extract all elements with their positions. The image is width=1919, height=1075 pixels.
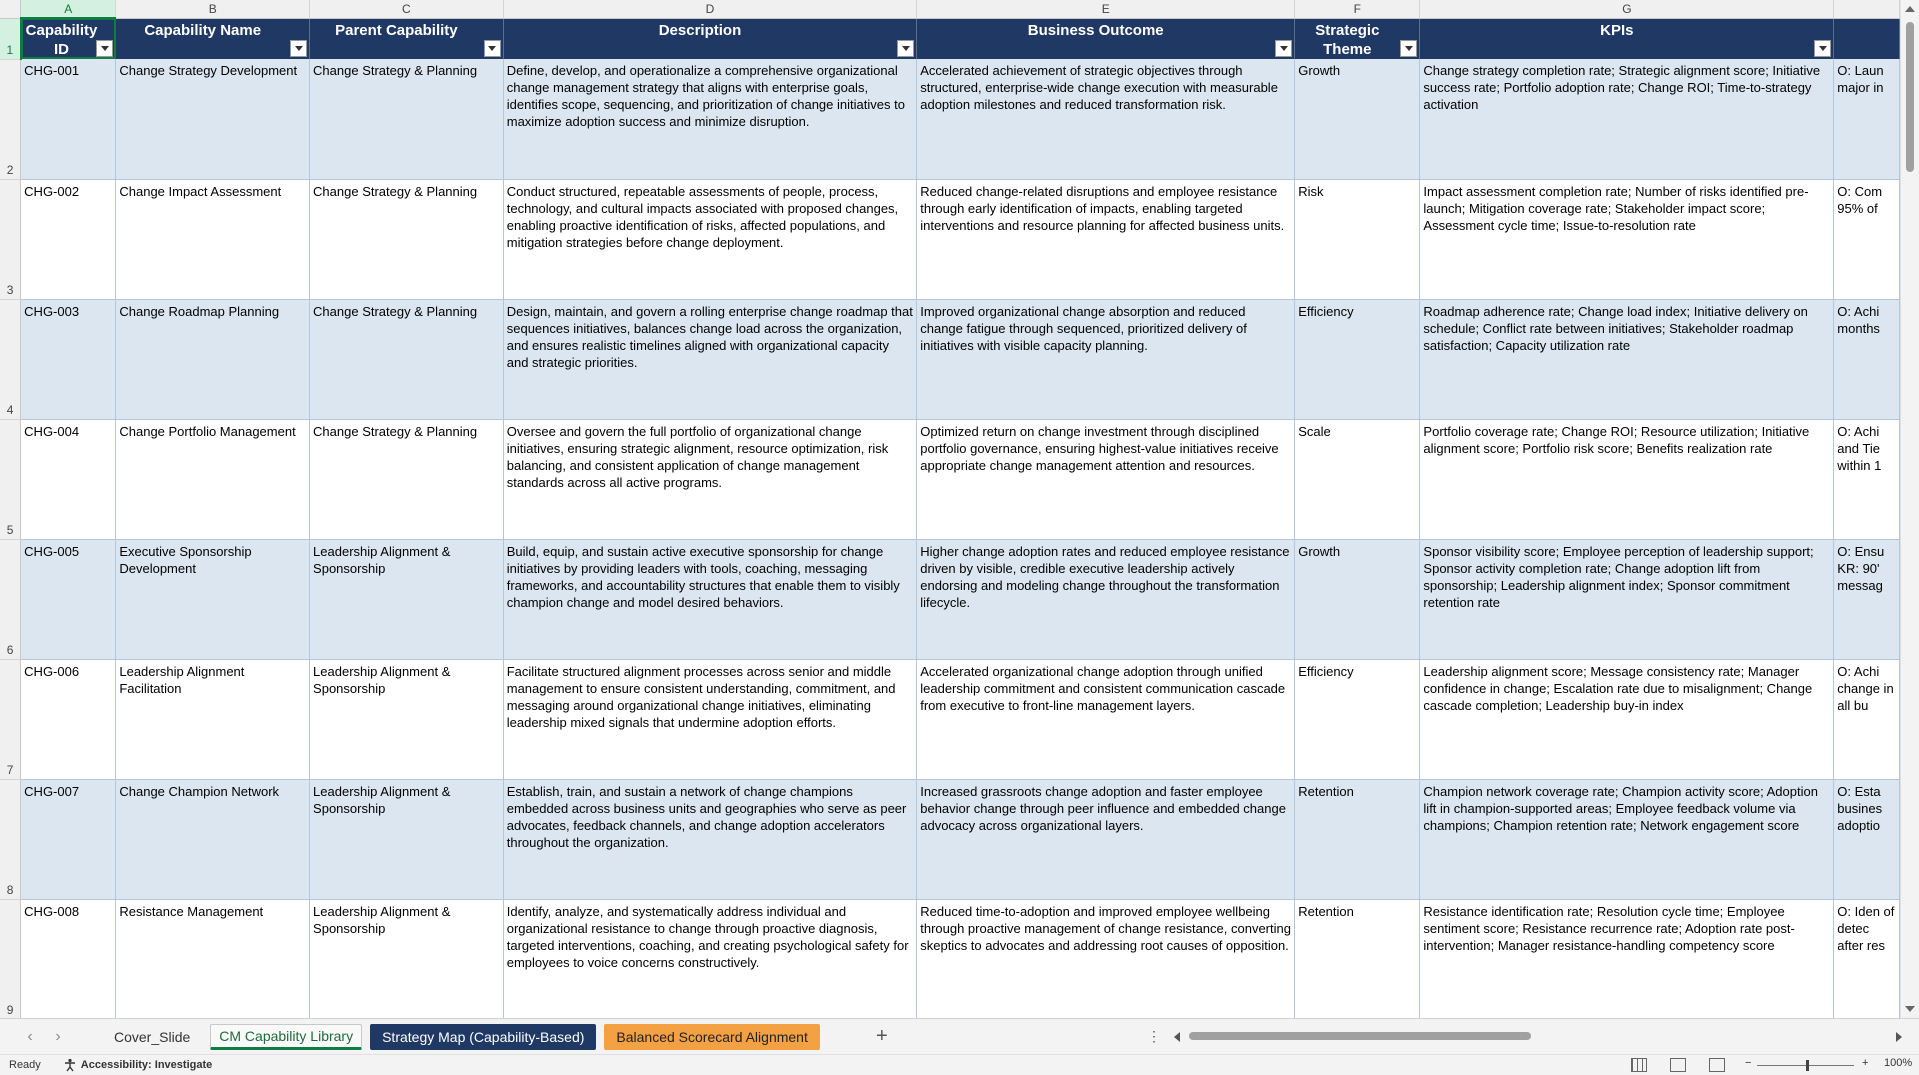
cell-parent-capability[interactable]: Leadership Alignment & Sponsorship	[310, 779, 504, 899]
zoom-level[interactable]: 100%	[1884, 1057, 1913, 1069]
header-cell-capability-name[interactable]	[116, 18, 310, 59]
sheet-tab-cm-capability-library[interactable]: CM Capability Library	[210, 1024, 362, 1050]
cell-kpis[interactable]: Portfolio coverage rate; Change ROI; Resource utilization; Initiative alignment score; Portfolio risk score; Benefits realization rate	[1420, 419, 1834, 539]
row-header[interactable]: 8	[0, 779, 21, 899]
cell-okr[interactable]: O: Laun major in	[1834, 59, 1900, 179]
cell-capability-name[interactable]: Change Champion Network	[116, 779, 310, 899]
cell-capability-name[interactable]: Executive Sponsorship Development	[116, 539, 310, 659]
cell-kpis[interactable]: Sponsor visibility score; Employee perception of leadership support; Sponsor activity completion rate; Change adoption lift from sponsorship; Leadership alignment index; Sponsor commitment retention rate	[1420, 539, 1834, 659]
header-cell-description[interactable]	[503, 18, 917, 59]
vertical-scroll-thumb[interactable]	[1906, 22, 1914, 172]
next-sheet-arrow-icon[interactable]: ›	[55, 1027, 61, 1045]
cell-business-outcome[interactable]: Increased grassroots change adoption and faster employee behavior change through peer influence and embedded change advocacy across organizational layers.	[917, 779, 1295, 899]
scroll-down-arrow-icon[interactable]	[1905, 1006, 1915, 1012]
zoom-out-button[interactable]: −	[1745, 1057, 1752, 1069]
cell-capability-id[interactable]: CHG-002	[21, 179, 116, 299]
sheet-tab-strategy-map[interactable]: Strategy Map (Capability-Based)	[370, 1024, 596, 1050]
cell-okr[interactable]: O: Esta busines adoptio	[1834, 779, 1900, 899]
filter-dropdown-icon[interactable]	[1400, 40, 1417, 57]
sheet-tab-balanced-scorecard[interactable]: Balanced Scorecard Alignment	[604, 1024, 819, 1050]
add-sheet-button[interactable]: +	[876, 1025, 888, 1047]
header-cell-kpis[interactable]	[1420, 18, 1834, 59]
cell-description[interactable]: Design, maintain, and govern a rolling enterprise change roadmap that sequences initiatives, balances change load across the organization, and ensures realistic timelines aligned with organizational capacity and strategic priorities.	[503, 299, 917, 419]
horizontal-scroll-thumb[interactable]	[1189, 1032, 1531, 1040]
sheet-tab-cover-slide[interactable]: Cover_Slide	[114, 1028, 191, 1045]
cell-okr[interactable]: O: Achi and Tie within 1	[1834, 419, 1900, 539]
row-header[interactable]: 9	[0, 899, 21, 1018]
header-label: Strategic Theme	[1315, 21, 1380, 58]
cell-kpis[interactable]: Roadmap adherence rate; Change load index; Initiative delivery on schedule; Conflict rate between initiatives; Stakeholder roadmap satisfaction; Capacity utilization rate	[1420, 299, 1834, 419]
cell-capability-name[interactable]: Change Roadmap Planning	[116, 299, 310, 419]
row-header-1[interactable]: 1	[0, 18, 21, 59]
scroll-right-arrow-icon[interactable]	[1896, 1032, 1902, 1042]
cell-okr[interactable]: O: Iden of detec after res	[1834, 899, 1900, 1018]
accessibility-status[interactable]	[63, 1058, 212, 1072]
cell-business-outcome[interactable]: Accelerated achievement of strategic objectives through structured, enterprise-wide change execution with measurable adoption milestones and reduced transformation risk.	[917, 59, 1295, 179]
filter-dropdown-icon[interactable]	[1814, 40, 1831, 57]
cell-okr[interactable]: O: Achi months	[1834, 299, 1900, 419]
cell-strategic-theme[interactable]: Growth	[1295, 59, 1420, 179]
cell-capability-name[interactable]: Change Impact Assessment	[116, 179, 310, 299]
row-header[interactable]: 2	[0, 59, 21, 179]
cell-strategic-theme[interactable]: Efficiency	[1295, 659, 1420, 779]
horizontal-scrollbar[interactable]	[1172, 1029, 1902, 1045]
cell-strategic-theme[interactable]: Growth	[1295, 539, 1420, 659]
cell-kpis[interactable]: Change strategy completion rate; Strategic alignment score; Initiative success rate; Portfolio adoption rate; Change ROI; Time-to-strategy activation	[1420, 59, 1834, 179]
cell-okr[interactable]: O: Com 95% of	[1834, 179, 1900, 299]
cell-description[interactable]: Identify, analyze, and systematically address individual and organizational resistance to change through proactive diagnosis, targeted interventions, coaching, and creating psychological safety for employees to voice concerns constructively.	[503, 899, 917, 1018]
column-header-b[interactable]: B	[116, 0, 310, 18]
sheet-tab-bar	[0, 1018, 1919, 1054]
page-layout-view-icon[interactable]	[1670, 1058, 1686, 1072]
cell-parent-capability[interactable]: Change Strategy & Planning	[310, 59, 504, 179]
cell-capability-id[interactable]: CHG-004	[21, 419, 116, 539]
cell-strategic-theme[interactable]: Retention	[1295, 779, 1420, 899]
row-header[interactable]: 5	[0, 419, 21, 539]
cell-business-outcome[interactable]: Accelerated organizational change adoption through unified leadership commitment and consistent communication cascade from executive to front-line management layers.	[917, 659, 1295, 779]
cell-capability-name[interactable]: Change Portfolio Management	[116, 419, 310, 539]
cell-okr[interactable]: O: Achi change in all bu	[1834, 659, 1900, 779]
cell-parent-capability[interactable]: Change Strategy & Planning	[310, 179, 504, 299]
column-header-h[interactable]	[1834, 0, 1900, 18]
table-row	[0, 539, 1900, 659]
column-header-c[interactable]: C	[310, 0, 504, 18]
cell-strategic-theme[interactable]: Risk	[1295, 179, 1420, 299]
cell-business-outcome[interactable]: Reduced change-related disruptions and employee resistance through early identification of impacts, enabling targeted interventions and resource planning for affected business units.	[917, 179, 1295, 299]
select-all-corner[interactable]	[0, 0, 21, 18]
vertical-scrollbar[interactable]	[1900, 0, 1919, 1018]
header-label: Business Outcome	[1027, 21, 1164, 39]
filter-dropdown-icon[interactable]	[96, 40, 113, 57]
cell-capability-name[interactable]: Resistance Management	[116, 899, 310, 1018]
cell-business-outcome[interactable]: Optimized return on change investment through disciplined portfolio governance, ensuring highest-value initiatives receive appropriate change management attention and resources.	[917, 419, 1295, 539]
normal-view-icon[interactable]	[1631, 1058, 1647, 1072]
cell-description[interactable]: Oversee and govern the full portfolio of organizational change initiatives, ensuring strategic alignment, resource optimization, risk balancing, and consistent application of change management standards across all active programs.	[503, 419, 917, 539]
cell-parent-capability[interactable]: Change Strategy & Planning	[310, 299, 504, 419]
accessibility-label: Accessibility: Investigate	[80, 1059, 213, 1071]
table-row	[0, 179, 1900, 299]
column-header-a[interactable]: A	[21, 0, 116, 18]
header-label: KPIs	[1600, 21, 1634, 39]
cell-parent-capability[interactable]: Leadership Alignment & Sponsorship	[310, 659, 504, 779]
header-cell-strategic-theme[interactable]	[1295, 18, 1420, 59]
cell-description[interactable]: Define, develop, and operationalize a comprehensive organizational change management strategy that aligns with enterprise goals, identifies scope, sequencing, and prioritization of change initiatives to maximize adoption success and minimize disruption.	[503, 59, 917, 179]
cell-capability-id[interactable]: CHG-005	[21, 539, 116, 659]
cell-description[interactable]: Conduct structured, repeatable assessments of people, process, technology, and cultural impacts associated with proposed changes, enabling proactive identification of risks, affected populations, and mitigation strategies before change deployment.	[503, 179, 917, 299]
header-cell-business-outcome[interactable]	[917, 18, 1295, 59]
more-options-icon[interactable]: ⋮	[1147, 1028, 1161, 1044]
cell-business-outcome[interactable]: Reduced time-to-adoption and improved employee wellbeing through proactive management of change resistance, converting skeptics to advocates and addressing root causes of opposition.	[917, 899, 1295, 1018]
header-label: Capability Name	[144, 21, 262, 39]
cell-okr[interactable]: O: Ensu KR: 90' messag	[1834, 539, 1900, 659]
cell-capability-id[interactable]: CHG-006	[21, 659, 116, 779]
row-header[interactable]: 4	[0, 299, 21, 419]
cell-strategic-theme[interactable]: Retention	[1295, 899, 1420, 1018]
page-break-preview-icon[interactable]	[1709, 1058, 1725, 1072]
prev-sheet-arrow-icon[interactable]: ‹	[27, 1027, 33, 1045]
cell-capability-id[interactable]: CHG-003	[21, 299, 116, 419]
header-cell-parent-capability[interactable]	[310, 18, 504, 59]
cell-kpis[interactable]: Champion network coverage rate; Champion activity score; Adoption lift in champion-supported areas; Employee feedback volume via champions; Champion retention rate; Network engagement score	[1420, 779, 1834, 899]
zoom-slider-knob[interactable]	[1806, 1060, 1809, 1071]
header-label: Parent Capability	[335, 21, 458, 39]
row-header[interactable]: 6	[0, 539, 21, 659]
header-label: Capability ID	[25, 22, 98, 58]
row-header[interactable]: 7	[0, 659, 21, 779]
table-row	[0, 899, 1900, 1018]
cell-parent-capability[interactable]: Leadership Alignment & Sponsorship	[310, 539, 504, 659]
cell-strategic-theme[interactable]: Scale	[1295, 419, 1420, 539]
cell-capability-name[interactable]: Leadership Alignment Facilitation	[116, 659, 310, 779]
cell-capability-name[interactable]: Change Strategy Development	[116, 59, 310, 179]
cell-capability-id[interactable]: CHG-008	[21, 899, 116, 1018]
table-row	[0, 419, 1900, 539]
filter-dropdown-icon[interactable]	[484, 40, 501, 57]
filter-dropdown-icon[interactable]	[1275, 40, 1292, 57]
cell-description[interactable]: Establish, train, and sustain a network of change champions embedded across business units and geographies who serve as peer advocates, feedback channels, and change adoption accelerators throughout the organization.	[503, 779, 917, 899]
table-row	[0, 299, 1900, 419]
filter-dropdown-icon[interactable]	[290, 40, 307, 57]
zoom-in-button[interactable]: +	[1862, 1057, 1869, 1069]
cell-description[interactable]: Build, equip, and sustain active executive sponsorship for change initiatives by providing leaders with tools, coaching, messaging frameworks, and accountability structures that enable them to visibly champion change and model desired behaviors.	[503, 539, 917, 659]
cell-kpis[interactable]: Leadership alignment score; Message consistency rate; Manager confidence in change; Escalation rate due to misalignment; Change cascade completion; Leadership buy-in index	[1420, 659, 1834, 779]
cell-capability-id[interactable]: CHG-001	[21, 59, 116, 179]
status-bar	[0, 1054, 1919, 1075]
header-cell-h[interactable]	[1834, 18, 1900, 59]
header-cell-capability-id[interactable]	[21, 18, 116, 59]
cell-capability-id[interactable]: CHG-007	[21, 779, 116, 899]
cell-description[interactable]: Facilitate structured alignment processes across senior and middle management to ensure consistent understanding, commitment, and messaging around organizational change initiatives, eliminating leadership mixed signals that undermine adoption efforts.	[503, 659, 917, 779]
cell-kpis[interactable]: Impact assessment completion rate; Number of risks identified pre-launch; Mitigation coverage rate; Stakeholder impact score; Assessment cycle time; Issue-to-resolution rate	[1420, 179, 1834, 299]
cell-business-outcome[interactable]: Higher change adoption rates and reduced employee resistance driven by visible, credible executive leadership actively endorsing and modeling change throughout the transformation lifecycle.	[917, 539, 1295, 659]
table-row	[0, 59, 1900, 179]
scroll-up-arrow-icon[interactable]	[1905, 6, 1915, 12]
cell-parent-capability[interactable]: Leadership Alignment & Sponsorship	[310, 899, 504, 1018]
scroll-left-arrow-icon[interactable]	[1174, 1032, 1180, 1042]
table-row	[0, 659, 1900, 779]
column-header-d[interactable]: D	[503, 0, 917, 18]
table-row	[0, 779, 1900, 899]
filter-dropdown-icon[interactable]	[897, 40, 914, 57]
column-header-g[interactable]: G	[1420, 0, 1834, 18]
cell-parent-capability[interactable]: Change Strategy & Planning	[310, 419, 504, 539]
cell-strategic-theme[interactable]: Efficiency	[1295, 299, 1420, 419]
column-header-f[interactable]: F	[1295, 0, 1420, 18]
ready-status: Ready	[9, 1059, 41, 1071]
row-header[interactable]: 3	[0, 179, 21, 299]
cell-business-outcome[interactable]: Improved organizational change absorption and reduced change fatigue through sequenced, prioritized delivery of initiatives with visible capacity planning.	[917, 299, 1295, 419]
column-header-e[interactable]: E	[917, 0, 1295, 18]
header-label: Description	[658, 21, 742, 39]
accessibility-icon	[63, 1058, 77, 1072]
cell-kpis[interactable]: Resistance identification rate; Resolution cycle time; Employee sentiment score; Resistance recurrence rate; Adoption rate post-intervention; Manager resistance-handling competency score	[1420, 899, 1834, 1018]
